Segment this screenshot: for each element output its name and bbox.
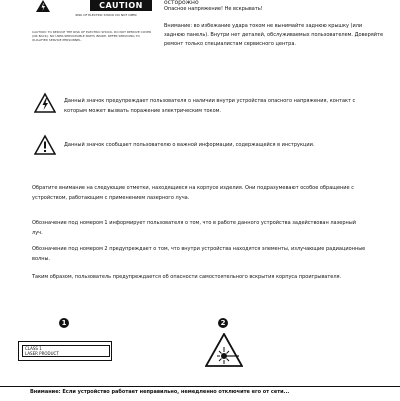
caution-title: CAUTION	[90, 0, 152, 11]
caution-shock-icon	[36, 0, 50, 12]
laser-class-label-inner	[22, 345, 110, 357]
bottom-warning-box	[0, 386, 400, 401]
paragraph-conclusion: Таким образом, пользователь предупреждается об опасности самостоятельного вскрытия корпуса проигрывателя.	[32, 274, 342, 280]
caution-subtitle: RISK OF ELECTRIC SHOCK DO NOT OPEN	[75, 13, 137, 17]
caution-header	[32, 0, 156, 12]
lightning-triangle-icon	[34, 92, 56, 114]
bottom-warning-text: Внимание: Если устройство работает неправильно, немедленно отключите его от сети...	[30, 389, 290, 395]
symbol-row-shock: Данный значок предупреждает пользователя о наличии внутри устройства опасного напряжения, контакт с которым может вызвать поражение электрическим током.	[64, 98, 356, 114]
caution-russian-warning: Внимание: во избежание удара током не вынимайте заднюю крышку (или заднюю панель). Внутри нет деталей, обслуживаемых пользователем. Доверяйте ремонт только специалистам сервисного центра.	[164, 23, 384, 47]
laser-radiation-icon	[205, 333, 243, 367]
dangerous-voltage-line: Опасное напряжение! Не вскрывать!	[164, 6, 263, 12]
marker-1: 1	[59, 318, 69, 328]
exclamation-triangle-icon	[34, 134, 56, 156]
paragraph-marker-1: Обозначение под номером 1 информирует пользователя о том, что в работе данного устройства задействован лазерный луч.	[32, 220, 356, 236]
symbol-row-info: Данный значок сообщает пользователю о важной информации, содержащейся в инструкции.	[64, 142, 315, 148]
paragraph-markings: Обратите внимание на следующие отметки, находящиеся на корпусе изделия. Они подразумевают особое обращение с устройством, работающим с применением лазерного луча.	[32, 185, 354, 201]
caution-russian-title: осторожно	[164, 0, 199, 6]
marker-2: 2	[218, 318, 228, 328]
laser-class-label	[18, 341, 112, 361]
laser-label-line1: CLASS 1	[25, 346, 42, 351]
caution-small-print: CAUTION: TO REDUCE THE RISK OF ELECTRIC SHOCK, DO NOT REMOVE COVER (OR BACK). NO USER-SERVICEABLE PARTS INSIDE. REFER SERVICING TO QUALIFIED SERVICE PERSONNEL.	[32, 30, 152, 42]
laser-label-line2: LASER PRODUCT	[25, 351, 59, 356]
paragraph-marker-2: Обозначение под номером 2 предупреждает о том, что внутри устройства находятся элементы, излучающие радиационные волны.	[32, 246, 366, 262]
caution-label	[32, 0, 156, 46]
